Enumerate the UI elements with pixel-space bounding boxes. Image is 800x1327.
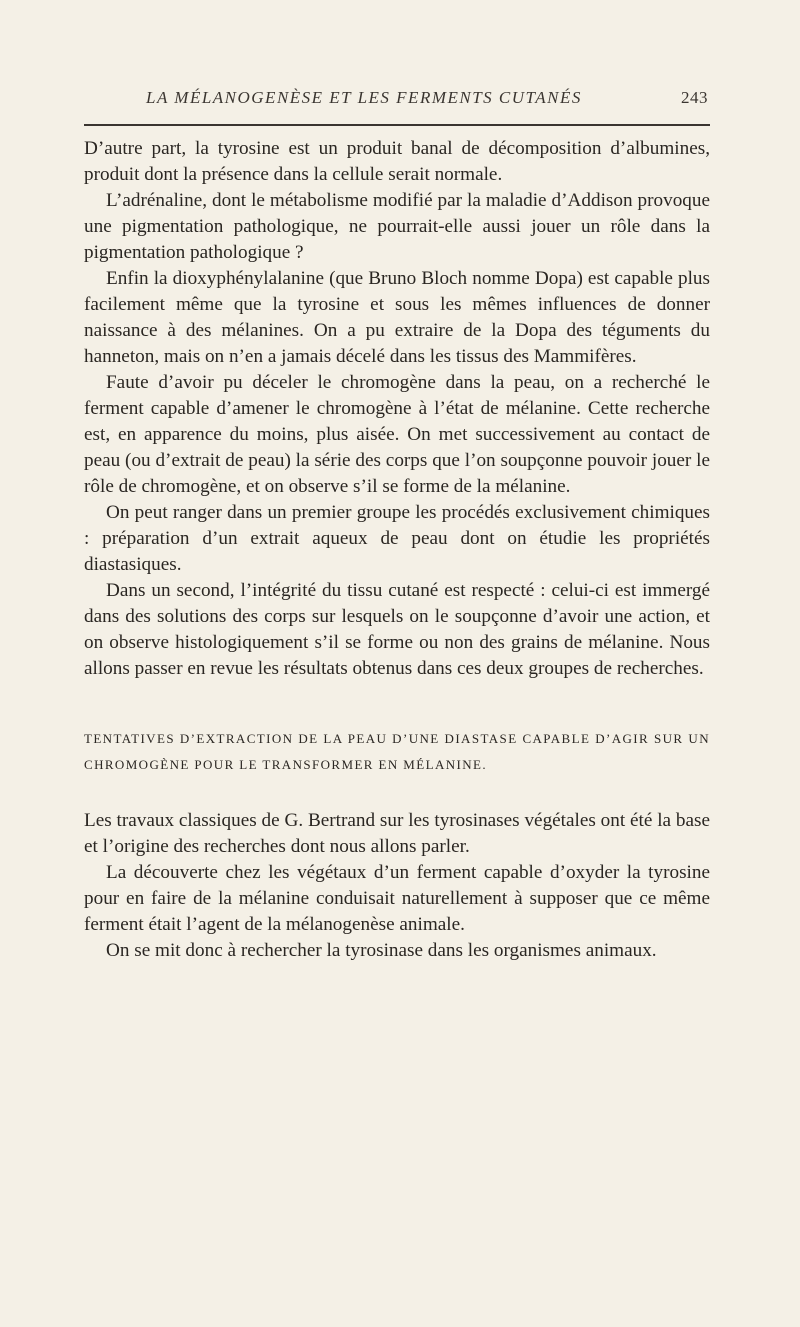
running-header: [84, 84, 710, 114]
paragraph: On peut ranger dans un premier groupe les procédés exclusivement chimiques : préparation d’un extrait aqueux de peau dont on étudie les propriétés diastasiques.: [84, 502, 710, 575]
paragraph: Enfin la dioxyphénylalanine (que Bruno Bloch nomme Dopa) est capable plus facilement même que la tyrosine et sous les mêmes influences de donner naissance à des mélanines. On a pu extraire de la Dopa des téguments du hanneton, mais on n’en a jamais décelé dans les tissus des Mammifères.: [84, 268, 710, 367]
paragraph: D’autre part, la tyrosine est un produit banal de décomposition d’albumines, produit dont la présence dans la cellule serait normale.: [84, 138, 710, 185]
paragraph: L’adrénaline, dont le métabolisme modifié par la maladie d’Addison provoque une pigmentation pathologique, ne pourrait-elle aussi jouer un rôle dans la pigmentation pathologique ?: [84, 190, 710, 263]
header-rule: [84, 124, 710, 126]
paragraph: Dans un second, l’intégrité du tissu cutané est respecté : celui-ci est immergé dans des solutions des corps sur lesquels on le soupçonne d’avoir une action, et on observe histologiquement s’il se forme ou non des grains de mélanine. Nous allons passer en revue les résultats obtenus dans ces deux groupes de recherches.: [84, 580, 710, 679]
book-page: [84, 84, 710, 964]
paragraph: Les travaux classiques de G. Bertrand sur les tyrosinases végétales ont été la base et l’origine des recherches dont nous allons parler.: [84, 810, 710, 857]
page-number: 243: [681, 88, 708, 107]
paragraph: La découverte chez les végétaux d’un ferment capable d’oxyder la tyrosine pour en faire de la mélanine conduisait naturellement à supposer que ce même ferment était l’agent de la mélanogenèse animale.: [84, 862, 710, 935]
section-heading: TENTATIVES D’EXTRACTION DE LA PEAU D’UNE DIASTASE CAPABLE D’AGIR SUR UN CHROMOGÈNE POUR LE TRANSFORMER EN MÉLANINE.: [84, 731, 710, 772]
paragraph: On se mit donc à rechercher la tyrosinase dans les organismes animaux.: [106, 940, 657, 961]
body-text: [84, 136, 710, 964]
paragraph: Faute d’avoir pu déceler le chromogène dans la peau, on a recherché le ferment capable d’amener le chromogène à l’état de mélanine. Cette recherche est, en apparence du moins, plus aisée. On met successivement au contact de peau (ou d’extrait de peau) la série des corps que l’on soupçonne pouvoir jouer le rôle de chromogène, et on observe s’il se forme de la mélanine.: [84, 372, 710, 497]
running-title: LA MÉLANOGENÈSE ET LES FERMENTS CUTANÉS: [146, 88, 582, 107]
